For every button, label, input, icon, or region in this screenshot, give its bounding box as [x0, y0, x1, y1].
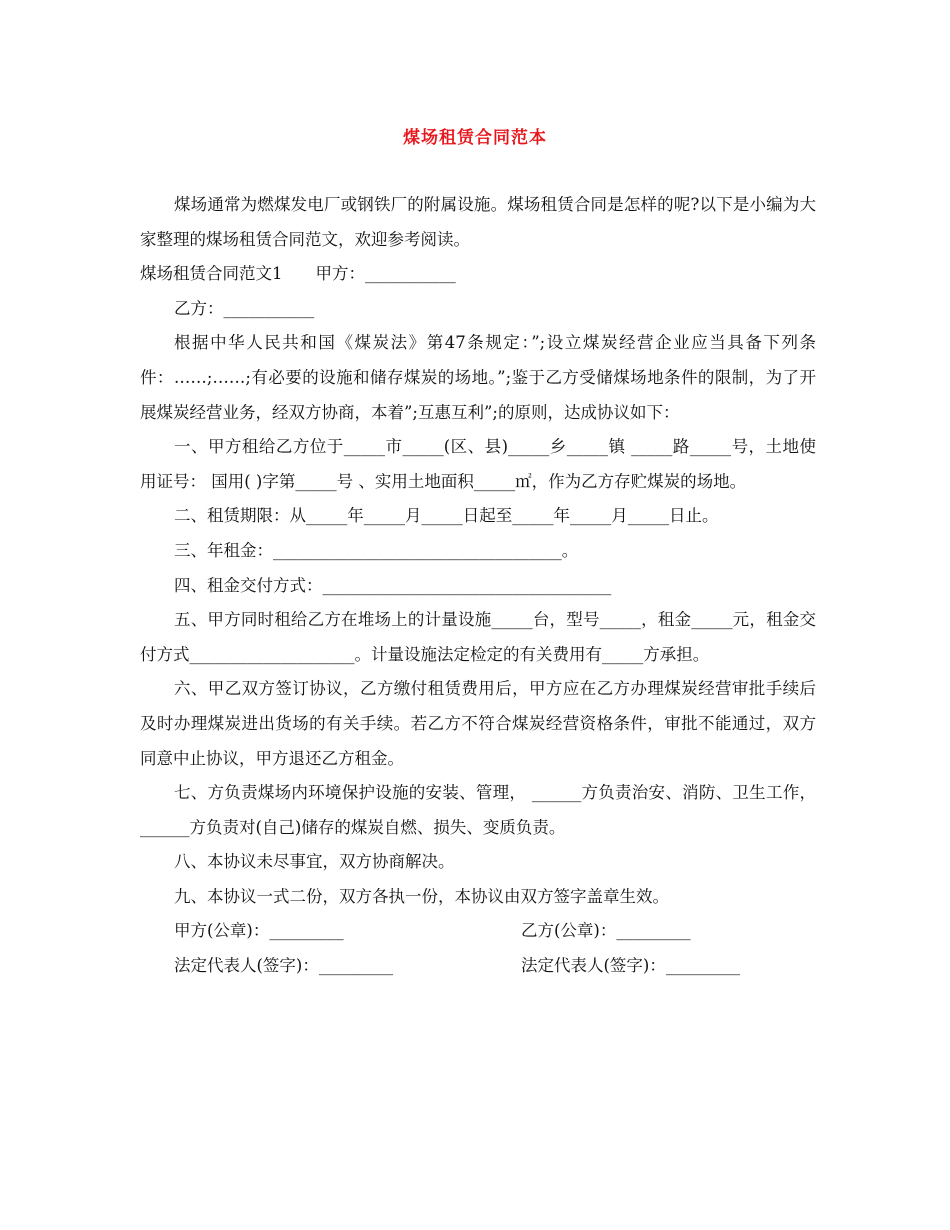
clause-5: 五、甲方同时租给乙方在堆场上的计量设施_____台，型号_____，租金_____元，租金交付方式____________________。计量设施法定检定的有关费用有_____方承担。	[140, 610, 816, 664]
document-title: 煤场租赁合同范本	[403, 128, 547, 148]
party-b-representative-line: 法定代表人(签字)：_________	[521, 956, 741, 976]
clause-1: 一、甲方租给乙方位于_____市_____(区、县)_____乡_____镇 _____路_____号，土地使用证号： 国用( )字第_____号 、实用土地面积_____㎡，作为乙方存贮煤炭的场地。	[140, 437, 816, 491]
representative-signature-row	[140, 949, 816, 984]
clause-9: 九、本协议一式二份，双方各执一份，本协议由双方签字盖章生效。	[174, 886, 669, 906]
seal-signature-row	[140, 914, 816, 949]
contract-heading-party-a: 煤场租赁合同范文1 甲方：___________	[140, 264, 456, 284]
clause-4: 四、租金交付方式：___________________________________	[174, 575, 612, 595]
party-a-seal-line: 甲方(公章)：_________	[174, 921, 344, 941]
party-a-representative-line: 法定代表人(签字)：_________	[174, 956, 394, 976]
preamble-paragraph: 根据中华人民共和国《煤炭法》第47条规定：”;设立煤炭经营企业应当具备下列条件：……;……;有必要的设施和储存煤炭的场地。”;鉴于乙方受储煤场地条件的限制，为了开展煤炭经营业务，经双方协商，本着”;互惠互利”;的原则，达成协议如下：	[140, 333, 816, 422]
clause-7: 七、方负责煤场内环境保护设施的安装、管理， ______方负责治安、消防、卫生工作，______方负责对(自己)储存的煤炭自燃、损失、变质负责。	[140, 783, 816, 837]
party-b-line: 乙方：___________	[174, 298, 315, 318]
intro-paragraph: 煤场通常为燃煤发电厂或钢铁厂的附属设施。煤场租赁合同是怎样的呢?以下是小编为大家整理的煤场租赁合同范文，欢迎参考阅读。	[140, 195, 816, 249]
clause-2: 二、租赁期限：从_____年_____月_____日起至_____年_____月_____日止。	[174, 506, 719, 526]
party-b-seal-line: 乙方(公章)：_________	[521, 921, 691, 941]
clause-3: 三、年租金：___________________________________。	[174, 540, 579, 560]
clause-6: 六、甲乙双方签订协议，乙方缴付租赁费用后，甲方应在乙方办理煤炭经营审批手续后及时办理煤炭进出货场的有关手续。若乙方不符合煤炭经营资格条件，审批不能通过，双方同意中止协议，甲方退还乙方租金。	[140, 679, 816, 768]
document-body	[140, 188, 816, 984]
clause-8: 八、本协议未尽事宜，双方协商解决。	[174, 852, 455, 872]
